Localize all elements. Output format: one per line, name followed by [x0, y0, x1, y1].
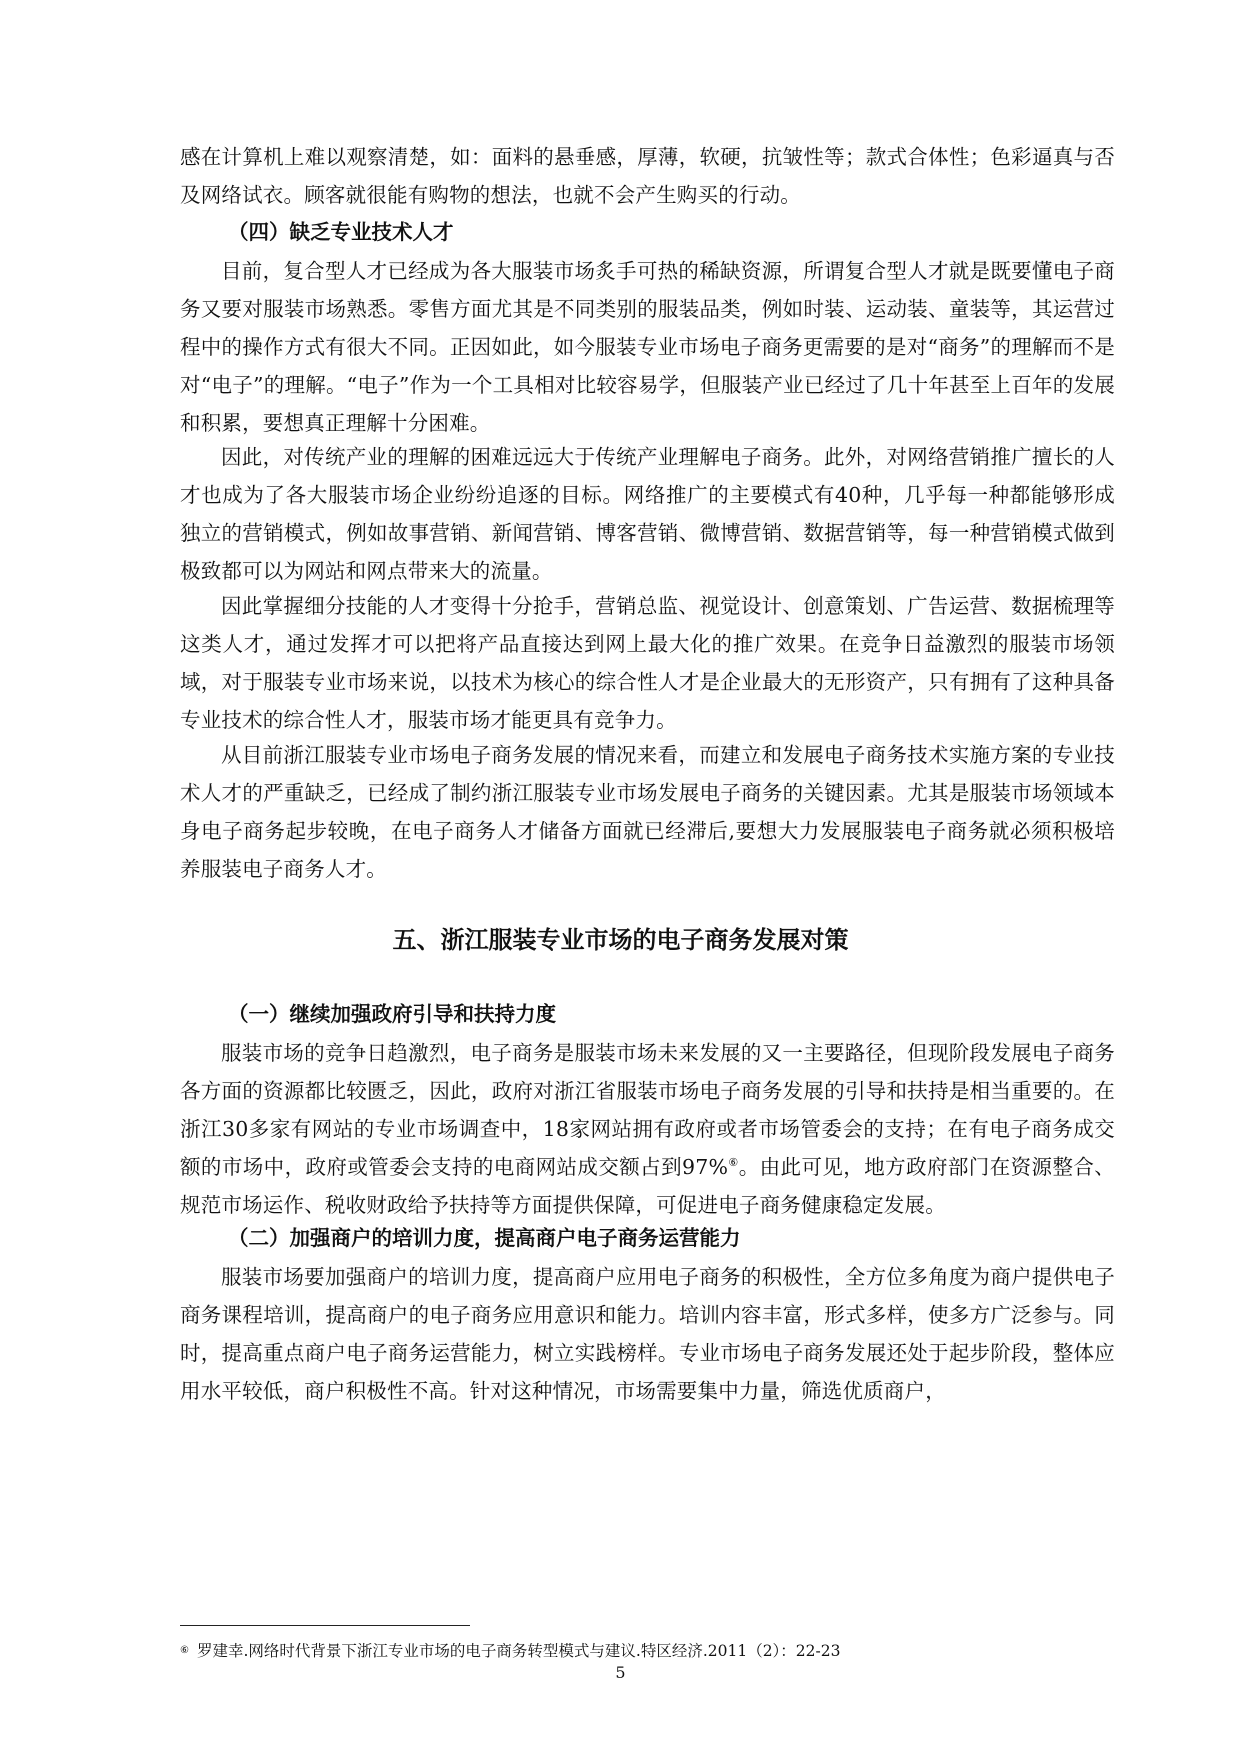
footnote-reference: ⑥: [728, 1156, 739, 1169]
section-title: 五、浙江服装专业市场的电子商务发展对策: [392, 926, 849, 954]
paragraph-traditional-industry: 因此，对传统产业的理解的困难远远大于传统产业理解电子商务。此外，对网络营销推广擅长的人才也成为了各大服装市场企业纷纷追逐的目标。网络推广的主要模式有40种，几乎每一种都能够形成独立的营销模式，例如故事营销、新闻营销、博客营销、微博营销、数据营销等，每一种营销模式做到极致都可以为网站和网点带来大的流量。: [180, 445, 1115, 583]
page-number: 5: [615, 1663, 626, 1682]
paragraph-merchant-training: 服装市场要加强商户的培训力度，提高商户应用电子商务的积极性，全方位多角度为商户提供电子商务课程培训，提高商户的电子商务应用意识和能力。培训内容丰富，形式多样，使多方广泛参与。同时，提高重点商户电子商务运营能力，树立实践榜样。专业市场电子商务发展还处于起步阶段，整体应用水平较低，商户积极性不高。针对这种情况，市场需要集中力量，筛选优质商户，: [180, 1265, 1115, 1403]
subheading-government-support: （一）继续加强政府引导和扶持力度: [228, 1002, 556, 1026]
subheading-lack-of-talent: （四）缺乏专业技术人才: [228, 220, 454, 244]
footnote: [180, 1640, 841, 1662]
paragraph-zhejiang-situation: 从目前浙江服装专业市场电子商务发展的情况来看，而建立和发展电子商务技术实施方案的专业技术人才的严重缺乏，已经成了制约浙江服装专业市场发展电子商务的关键因素。尤其是服装市场领域本身电子商务起步较晚，在电子商务人才储备方面就已经滞后,要想大力发展服装电子商务就必须积极培养服装电子商务人才。: [180, 743, 1115, 881]
footnote-marker: ⑥: [180, 1645, 189, 1656]
paragraph-continuation: 感在计算机上难以观察清楚，如：面料的悬垂感，厚薄，软硬，抗皱性等；款式合体性；色彩逼真与否及网络试衣。顾客就很能有购物的想法，也就不会产生购买的行动。: [180, 145, 1115, 207]
paragraph-composite-talent: 目前，复合型人才已经成为各大服装市场炙手可热的稀缺资源，所谓复合型人才就是既要懂电子商务又要对服装市场熟悉。零售方面尤其是不同类别的服装品类，例如时装、运动装、童装等，其运营过程中的操作方式有很大不同。正因如此，如今服装专业市场电子商务更需要的是对“商务”的理解而不是对“电子”的理解。“电子”作为一个工具相对比较容易学，但服装产业已经过了几十年甚至上百年的发展和积累，要想真正理解十分困难。: [180, 259, 1115, 435]
footnote-text: 罗建幸.网络时代背景下浙江专业市场的电子商务转型模式与建议.特区经济.2011（2）：22-23: [196, 1642, 841, 1660]
paragraph-text-part1: 服装市场的竞争日趋激烈，电子商务是服装市场未来发展的又一主要路径，但现阶段发展电子商务各方面的资源都比较匮乏，因此，政府对浙江省服装市场电子商务发展的引导和扶持是相当重要的。在浙江30多家有网站的专业市场调查中，18家网站拥有政府或者市场管委会的支持；在有电子商务成交额的市场中，政府或管委会支持的电商网站成交额占到97%: [180, 1041, 1115, 1179]
paragraph-government-guidance: [180, 1034, 1115, 1224]
paragraph-text-part2: 。由此可见，地方政府部门在资源整合、规范市场运作、税收财政给予扶持等方面提供保障，可促进电子商务健康稳定发展。: [180, 1155, 1115, 1217]
subheading-merchant-training: （二）加强商户的培训力度，提高商户电子商务运营能力: [228, 1226, 741, 1250]
paragraph-specialized-skills: 因此掌握细分技能的人才变得十分抢手，营销总监、视觉设计、创意策划、广告运营、数据梳理等这类人才，通过发挥才可以把将产品直接达到网上最大化的推广效果。在竞争日益激烈的服装市场领域，对于服装专业市场来说，以技术为核心的综合性人才是企业最大的无形资产，只有拥有了这种具备专业技术的综合性人才，服装市场才能更具有竞争力。: [180, 594, 1115, 732]
footnote-divider: [180, 1625, 470, 1626]
